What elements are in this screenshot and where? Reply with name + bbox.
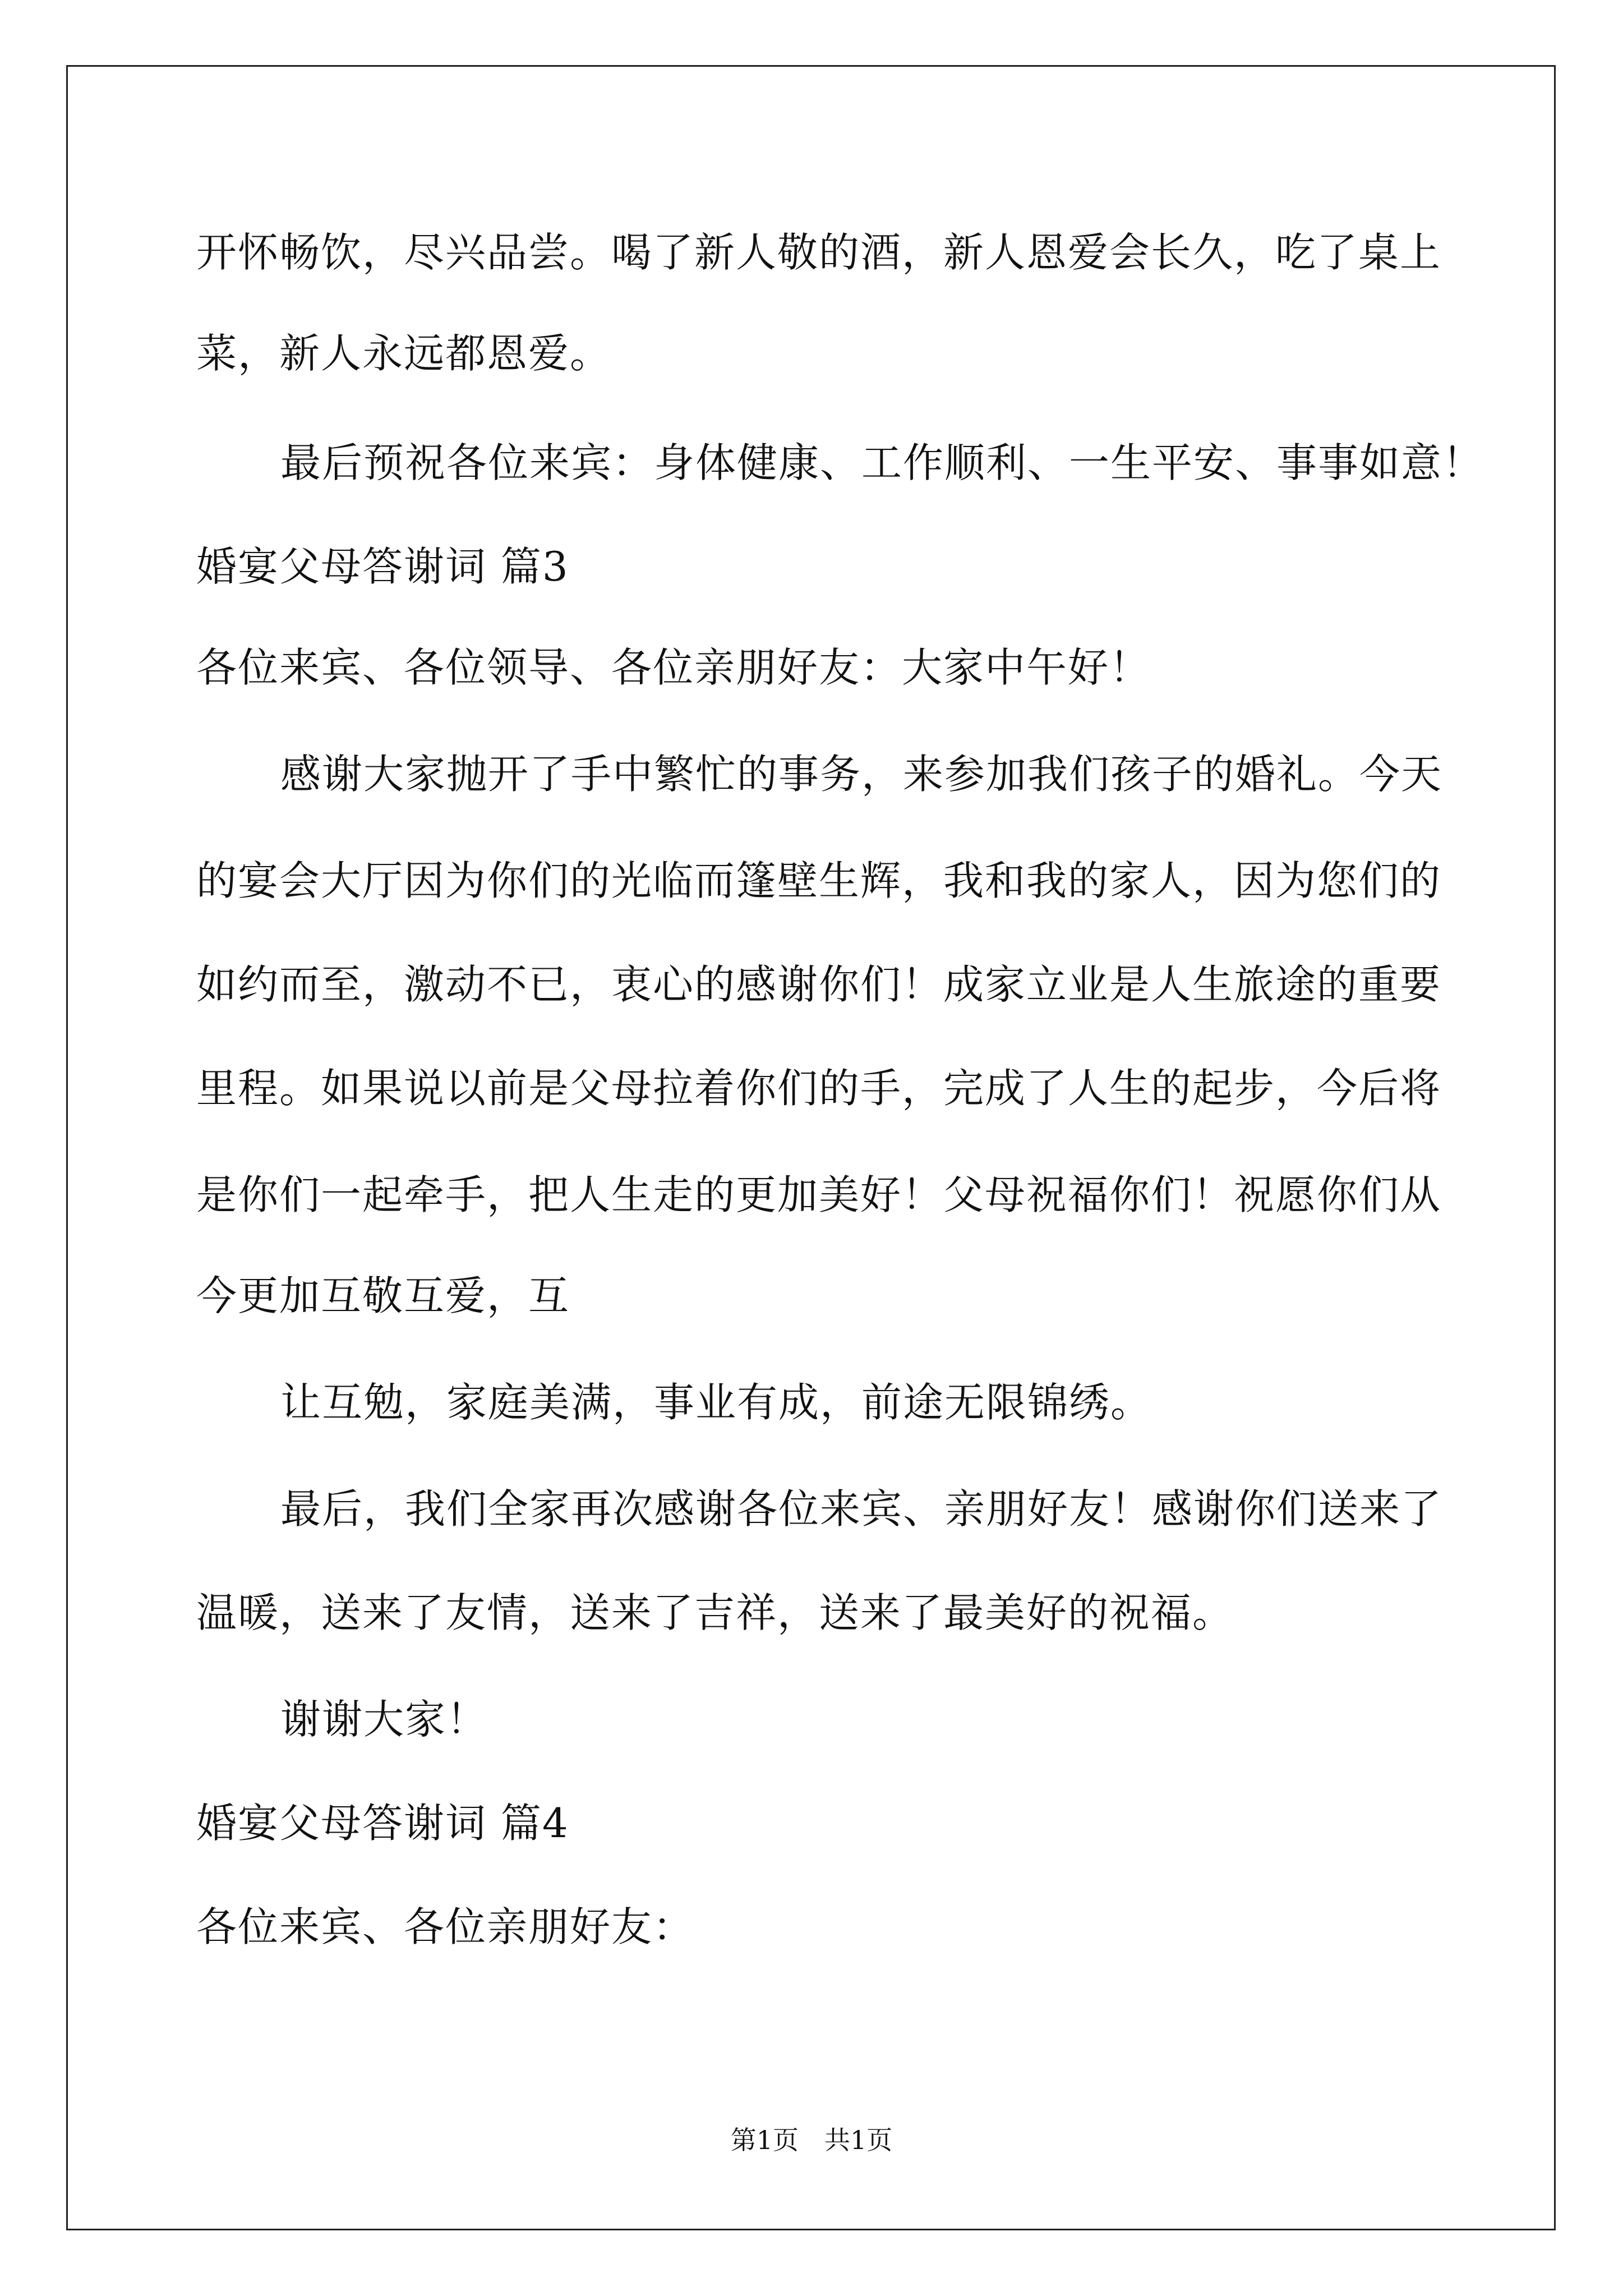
salutation: 各位来宾、各位领导、各位亲朋好友：大家中午好！ xyxy=(196,644,1151,691)
salutation: 各位来宾、各位亲朋好友： xyxy=(196,1903,695,1950)
paragraph-line: 谢谢大家！ xyxy=(280,1696,488,1743)
paragraph-line: 让互勉，家庭美满，事业有成，前途无限锦绣。 xyxy=(280,1379,1152,1426)
paragraph-line: 开怀畅饮，尽兴品尝。喝了新人敬的酒，新人恩爱会长久，吃了桌上 xyxy=(196,229,1442,276)
section-heading: 婚宴父母答谢词 篇4 xyxy=(196,1800,569,1847)
paragraph-line: 如约而至，激动不已，衷心的感谢你们！成家立业是人生旅途的重要 xyxy=(196,961,1442,1008)
paragraph-line: 最后，我们全家再次感谢各位来宾、亲朋好友！感谢你们送来了 xyxy=(280,1485,1443,1533)
paragraph-line: 里程。如果说以前是父母拉着你们的手，完成了人生的起步，今后将 xyxy=(196,1065,1442,1112)
paragraph-line: 今更加互敬互爱，互 xyxy=(196,1272,570,1319)
section-heading: 婚宴父母答谢词 篇3 xyxy=(196,543,569,590)
page-footer: 第1页 共1页 xyxy=(730,2125,893,2155)
paragraph-line: 温暖，送来了友情，送来了吉祥，送来了最美好的祝福。 xyxy=(196,1589,1234,1636)
paragraph-line: 感谢大家抛开了手中繁忙的事务，来参加我们孩子的婚礼。今天 xyxy=(280,751,1443,798)
paragraph-line: 的宴会大厅因为你们的光临而篷壁生辉，我和我的家人，因为您们的 xyxy=(196,857,1442,904)
paragraph-line: 菜，新人永远都恩爱。 xyxy=(196,330,612,377)
paragraph-line: 最后预祝各位来宾：身体健康、工作顺利、一生平安、事事如意！ xyxy=(280,439,1484,486)
paragraph-line: 是你们一起牵手，把人生走的更加美好！父母祝福你们！祝愿你们从 xyxy=(196,1171,1442,1218)
